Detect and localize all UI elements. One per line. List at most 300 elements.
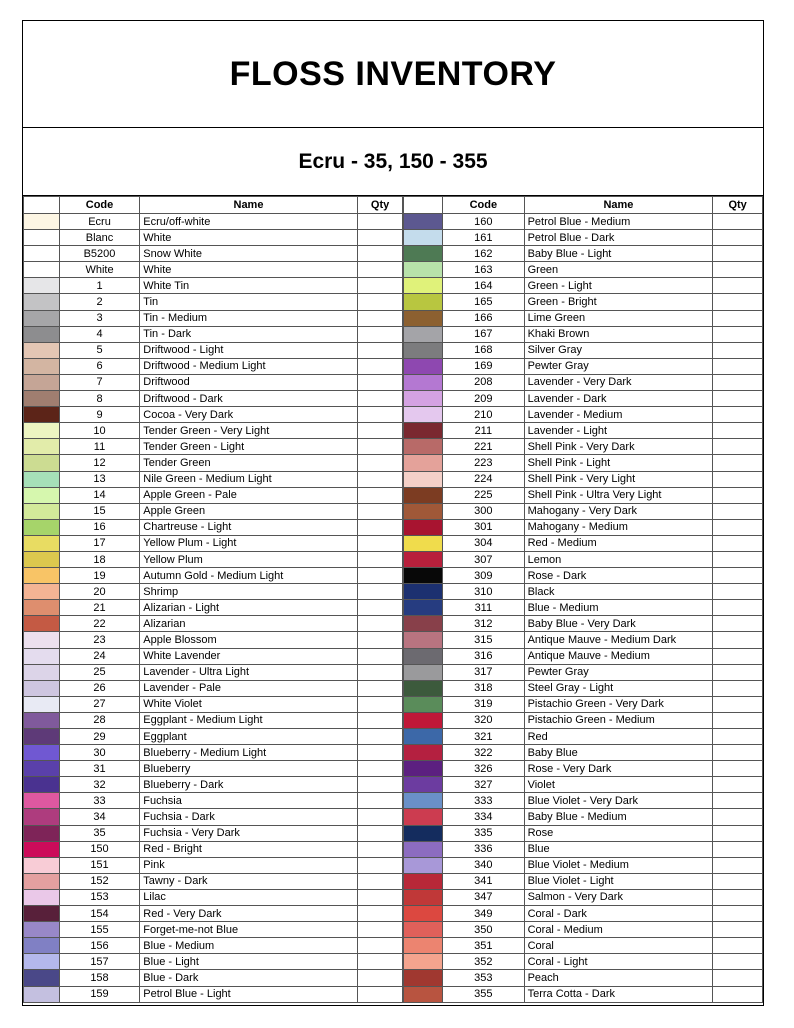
qty-cell[interactable]	[713, 584, 763, 600]
color-swatch	[24, 568, 60, 584]
floss-name: Apple Blossom	[140, 632, 357, 648]
floss-name: Shell Pink - Very Light	[524, 471, 713, 487]
qty-cell[interactable]	[713, 407, 763, 423]
floss-row	[404, 712, 763, 728]
qty-cell[interactable]	[357, 873, 403, 889]
floss-name: Pistachio Green - Medium	[524, 712, 713, 728]
qty-cell[interactable]	[357, 906, 403, 922]
qty-cell[interactable]	[713, 551, 763, 567]
inventory-table-right	[403, 196, 763, 1003]
color-swatch	[404, 793, 443, 809]
qty-cell[interactable]	[357, 246, 403, 262]
color-swatch	[404, 616, 443, 632]
qty-cell[interactable]	[713, 310, 763, 326]
qty-cell[interactable]	[357, 535, 403, 551]
qty-cell[interactable]	[713, 857, 763, 873]
qty-cell[interactable]	[713, 825, 763, 841]
color-swatch	[24, 358, 60, 374]
floss-code: 22	[59, 616, 140, 632]
floss-code: 327	[443, 777, 525, 793]
floss-code: 319	[443, 696, 525, 712]
qty-cell[interactable]	[713, 761, 763, 777]
floss-name: Rose	[524, 825, 713, 841]
floss-name: Mahogany - Very Dark	[524, 503, 713, 519]
floss-row	[24, 793, 403, 809]
color-swatch	[24, 535, 60, 551]
floss-row	[404, 262, 763, 278]
floss-row	[404, 873, 763, 889]
qty-cell[interactable]	[713, 471, 763, 487]
qty-cell[interactable]	[713, 648, 763, 664]
qty-cell[interactable]	[357, 970, 403, 986]
floss-name: Red - Bright	[140, 841, 357, 857]
color-swatch	[24, 551, 60, 567]
floss-code: 347	[443, 889, 525, 905]
qty-cell[interactable]	[357, 551, 403, 567]
floss-code: 163	[443, 262, 525, 278]
floss-name: Black	[524, 584, 713, 600]
qty-cell[interactable]	[357, 439, 403, 455]
qty-cell[interactable]	[713, 519, 763, 535]
qty-cell[interactable]	[713, 745, 763, 761]
qty-cell[interactable]	[713, 793, 763, 809]
floss-row	[404, 793, 763, 809]
floss-row	[24, 439, 403, 455]
qty-cell[interactable]	[357, 777, 403, 793]
floss-row	[24, 407, 403, 423]
floss-code: 221	[443, 439, 525, 455]
floss-name: Driftwood - Medium Light	[140, 358, 357, 374]
floss-code: 162	[443, 246, 525, 262]
qty-cell[interactable]	[357, 326, 403, 342]
color-swatch	[24, 793, 60, 809]
color-swatch	[24, 889, 60, 905]
floss-row	[404, 503, 763, 519]
floss-name: Shell Pink - Very Dark	[524, 439, 713, 455]
color-swatch	[24, 391, 60, 407]
floss-row	[404, 423, 763, 439]
name-header: Name	[524, 197, 713, 214]
floss-row	[24, 246, 403, 262]
floss-code: 349	[443, 906, 525, 922]
floss-name: Yellow Plum - Light	[140, 535, 357, 551]
qty-cell[interactable]	[713, 889, 763, 905]
color-swatch	[24, 310, 60, 326]
floss-row	[404, 729, 763, 745]
floss-code: 8	[59, 391, 140, 407]
color-swatch	[404, 680, 443, 696]
color-swatch	[24, 986, 60, 1002]
floss-code: 151	[59, 857, 140, 873]
qty-cell[interactable]	[713, 841, 763, 857]
qty-cell[interactable]	[357, 889, 403, 905]
color-swatch	[404, 487, 443, 503]
qty-cell[interactable]	[357, 825, 403, 841]
qty-cell[interactable]	[713, 230, 763, 246]
floss-code: 19	[59, 568, 140, 584]
floss-code: 208	[443, 374, 525, 390]
qty-cell[interactable]	[713, 278, 763, 294]
qty-cell[interactable]	[357, 391, 403, 407]
floss-row	[404, 696, 763, 712]
qty-cell[interactable]	[357, 278, 403, 294]
floss-name: Rose - Dark	[524, 568, 713, 584]
qty-cell[interactable]	[357, 423, 403, 439]
floss-code: 27	[59, 696, 140, 712]
color-swatch	[404, 374, 443, 390]
qty-cell[interactable]	[357, 230, 403, 246]
qty-cell[interactable]	[713, 294, 763, 310]
qty-cell[interactable]	[713, 600, 763, 616]
qty-cell[interactable]	[357, 954, 403, 970]
floss-name: White Lavender	[140, 648, 357, 664]
floss-name: Pewter Gray	[524, 358, 713, 374]
qty-cell[interactable]	[357, 487, 403, 503]
floss-row	[24, 761, 403, 777]
code-header: Code	[443, 197, 525, 214]
floss-name: Pink	[140, 857, 357, 873]
floss-row	[404, 889, 763, 905]
floss-row	[24, 374, 403, 390]
color-swatch	[404, 294, 443, 310]
qty-cell[interactable]	[713, 680, 763, 696]
color-swatch	[24, 246, 60, 262]
qty-cell[interactable]	[713, 616, 763, 632]
floss-code: 225	[443, 487, 525, 503]
qty-cell[interactable]	[357, 374, 403, 390]
floss-name: Blue - Medium	[140, 938, 357, 954]
color-swatch	[24, 374, 60, 390]
floss-name: Shell Pink - Ultra Very Light	[524, 487, 713, 503]
floss-code: 335	[443, 825, 525, 841]
qty-cell[interactable]	[713, 906, 763, 922]
floss-row	[404, 664, 763, 680]
floss-code: 166	[443, 310, 525, 326]
floss-code: 33	[59, 793, 140, 809]
floss-code: 210	[443, 407, 525, 423]
floss-name: Red - Very Dark	[140, 906, 357, 922]
color-swatch	[404, 712, 443, 728]
color-swatch	[24, 825, 60, 841]
color-swatch	[24, 745, 60, 761]
color-swatch	[404, 278, 443, 294]
qty-cell[interactable]	[713, 954, 763, 970]
floss-name: Green - Light	[524, 278, 713, 294]
floss-row	[24, 648, 403, 664]
color-swatch	[24, 712, 60, 728]
qty-cell[interactable]	[357, 358, 403, 374]
color-swatch	[404, 455, 443, 471]
header-row	[404, 197, 763, 214]
color-swatch	[24, 294, 60, 310]
qty-cell[interactable]	[357, 712, 403, 728]
floss-code: 24	[59, 648, 140, 664]
color-swatch	[24, 680, 60, 696]
qty-cell[interactable]	[713, 503, 763, 519]
subtitle-banner	[23, 128, 763, 196]
floss-name: Autumn Gold - Medium Light	[140, 568, 357, 584]
floss-name: Blue - Dark	[140, 970, 357, 986]
floss-name: Lavender - Very Dark	[524, 374, 713, 390]
floss-code: 12	[59, 455, 140, 471]
color-swatch	[24, 439, 60, 455]
floss-code: 336	[443, 841, 525, 857]
floss-row	[404, 326, 763, 342]
floss-code: 32	[59, 777, 140, 793]
floss-code: 31	[59, 761, 140, 777]
floss-row	[404, 551, 763, 567]
qty-cell[interactable]	[357, 407, 403, 423]
floss-code: 153	[59, 889, 140, 905]
qty-cell[interactable]	[713, 374, 763, 390]
floss-name: Baby Blue - Light	[524, 246, 713, 262]
floss-code: 340	[443, 857, 525, 873]
color-swatch	[24, 632, 60, 648]
floss-code: 7	[59, 374, 140, 390]
floss-row	[24, 889, 403, 905]
floss-name: Baby Blue	[524, 745, 713, 761]
floss-name: White	[140, 262, 357, 278]
floss-code: 2	[59, 294, 140, 310]
color-swatch	[24, 729, 60, 745]
floss-name: Lilac	[140, 889, 357, 905]
floss-code: 29	[59, 729, 140, 745]
color-swatch	[404, 648, 443, 664]
qty-cell[interactable]	[713, 246, 763, 262]
floss-row	[404, 407, 763, 423]
floss-row	[404, 680, 763, 696]
floss-row	[24, 906, 403, 922]
qty-cell[interactable]	[357, 664, 403, 680]
floss-row	[24, 664, 403, 680]
color-swatch	[404, 439, 443, 455]
qty-cell[interactable]	[713, 423, 763, 439]
floss-row	[24, 825, 403, 841]
floss-row	[24, 326, 403, 342]
qty-cell[interactable]	[713, 391, 763, 407]
floss-code: 224	[443, 471, 525, 487]
floss-row	[404, 761, 763, 777]
color-swatch	[24, 938, 60, 954]
floss-code: 223	[443, 455, 525, 471]
floss-row	[404, 568, 763, 584]
qty-cell[interactable]	[713, 568, 763, 584]
color-swatch	[404, 471, 443, 487]
floss-name: Red - Medium	[524, 535, 713, 551]
floss-name: Tender Green - Light	[140, 439, 357, 455]
qty-cell[interactable]	[357, 680, 403, 696]
qty-cell[interactable]	[357, 648, 403, 664]
qty-cell[interactable]	[713, 873, 763, 889]
floss-code: 5	[59, 342, 140, 358]
qty-cell[interactable]	[357, 294, 403, 310]
floss-name: Peach	[524, 970, 713, 986]
color-swatch	[404, 825, 443, 841]
color-swatch	[404, 857, 443, 873]
floss-code: 301	[443, 519, 525, 535]
floss-code: 18	[59, 551, 140, 567]
floss-name: Snow White	[140, 246, 357, 262]
floss-name: Red	[524, 729, 713, 745]
floss-code: 156	[59, 938, 140, 954]
code-header: Code	[59, 197, 140, 214]
qty-cell[interactable]	[713, 358, 763, 374]
floss-row	[404, 922, 763, 938]
color-swatch	[404, 761, 443, 777]
floss-row	[24, 519, 403, 535]
qty-cell[interactable]	[713, 262, 763, 278]
floss-code: 3	[59, 310, 140, 326]
qty-cell[interactable]	[357, 841, 403, 857]
qty-cell[interactable]	[357, 857, 403, 873]
floss-code: Blanc	[59, 230, 140, 246]
floss-name: Fuchsia	[140, 793, 357, 809]
qty-cell[interactable]	[713, 777, 763, 793]
floss-row	[404, 294, 763, 310]
qty-cell[interactable]	[357, 503, 403, 519]
floss-row	[404, 519, 763, 535]
floss-code: 300	[443, 503, 525, 519]
qty-cell[interactable]	[357, 568, 403, 584]
qty-cell[interactable]	[713, 214, 763, 230]
floss-row	[24, 535, 403, 551]
color-swatch	[404, 954, 443, 970]
floss-name: Antique Mauve - Medium Dark	[524, 632, 713, 648]
qty-cell[interactable]	[357, 519, 403, 535]
floss-code: 355	[443, 986, 525, 1002]
qty-cell[interactable]	[357, 214, 403, 230]
floss-row	[24, 568, 403, 584]
floss-name: Lime Green	[524, 310, 713, 326]
qty-cell[interactable]	[713, 439, 763, 455]
floss-code: 154	[59, 906, 140, 922]
qty-cell[interactable]	[713, 970, 763, 986]
qty-cell[interactable]	[713, 632, 763, 648]
floss-row	[404, 745, 763, 761]
floss-row	[24, 503, 403, 519]
floss-name: Coral - Dark	[524, 906, 713, 922]
floss-code: 35	[59, 825, 140, 841]
qty-cell[interactable]	[713, 455, 763, 471]
qty-cell[interactable]	[357, 793, 403, 809]
qty-cell[interactable]	[713, 342, 763, 358]
page-title: FLOSS INVENTORY	[229, 54, 557, 93]
qty-header: Qty	[713, 197, 763, 214]
floss-row	[24, 487, 403, 503]
qty-cell[interactable]	[357, 342, 403, 358]
floss-name: Driftwood	[140, 374, 357, 390]
floss-name: Green - Bright	[524, 294, 713, 310]
qty-cell[interactable]	[357, 471, 403, 487]
qty-cell[interactable]	[713, 986, 763, 1002]
floss-name: Petrol Blue - Medium	[524, 214, 713, 230]
qty-cell[interactable]	[357, 262, 403, 278]
qty-cell[interactable]	[357, 455, 403, 471]
floss-name: Tender Green	[140, 455, 357, 471]
qty-cell[interactable]	[357, 986, 403, 1002]
floss-code: 167	[443, 326, 525, 342]
floss-row	[404, 374, 763, 390]
qty-cell[interactable]	[357, 809, 403, 825]
floss-name: Mahogany - Medium	[524, 519, 713, 535]
color-swatch	[24, 407, 60, 423]
qty-cell[interactable]	[357, 632, 403, 648]
color-swatch	[24, 262, 60, 278]
color-swatch	[24, 519, 60, 535]
qty-cell[interactable]	[713, 326, 763, 342]
floss-name: Baby Blue - Medium	[524, 809, 713, 825]
floss-row	[24, 423, 403, 439]
floss-code: 157	[59, 954, 140, 970]
floss-code: 17	[59, 535, 140, 551]
color-swatch	[24, 455, 60, 471]
floss-row	[24, 922, 403, 938]
color-swatch	[404, 889, 443, 905]
qty-cell[interactable]	[357, 600, 403, 616]
qty-cell[interactable]	[357, 761, 403, 777]
color-swatch	[404, 503, 443, 519]
qty-cell[interactable]	[713, 664, 763, 680]
floss-name: Green	[524, 262, 713, 278]
qty-cell[interactable]	[713, 696, 763, 712]
floss-name: Ecru/off-white	[140, 214, 357, 230]
color-swatch	[24, 761, 60, 777]
qty-cell[interactable]	[713, 938, 763, 954]
floss-name: Coral - Medium	[524, 922, 713, 938]
floss-name: Nile Green - Medium Light	[140, 471, 357, 487]
qty-cell[interactable]	[713, 809, 763, 825]
floss-row	[404, 616, 763, 632]
color-swatch	[24, 648, 60, 664]
floss-name: Shell Pink - Light	[524, 455, 713, 471]
qty-cell[interactable]	[357, 938, 403, 954]
floss-code: 304	[443, 535, 525, 551]
floss-row	[404, 648, 763, 664]
qty-cell[interactable]	[357, 922, 403, 938]
floss-row	[24, 841, 403, 857]
color-swatch	[24, 873, 60, 889]
qty-cell[interactable]	[357, 310, 403, 326]
qty-cell[interactable]	[357, 745, 403, 761]
floss-name: White	[140, 230, 357, 246]
floss-code: 168	[443, 342, 525, 358]
qty-cell[interactable]	[357, 696, 403, 712]
qty-cell[interactable]	[713, 535, 763, 551]
floss-name: Eggplant - Medium Light	[140, 712, 357, 728]
floss-code: 14	[59, 487, 140, 503]
qty-cell[interactable]	[357, 584, 403, 600]
color-swatch	[404, 729, 443, 745]
qty-cell[interactable]	[713, 487, 763, 503]
floss-code: 11	[59, 439, 140, 455]
qty-cell[interactable]	[357, 729, 403, 745]
color-swatch	[24, 278, 60, 294]
floss-row	[404, 632, 763, 648]
qty-cell[interactable]	[713, 729, 763, 745]
floss-code: 21	[59, 600, 140, 616]
qty-cell[interactable]	[713, 712, 763, 728]
floss-name: Blue - Medium	[524, 600, 713, 616]
color-swatch	[404, 519, 443, 535]
inventory-sheet	[22, 20, 764, 1006]
color-swatch	[24, 970, 60, 986]
color-swatch	[404, 632, 443, 648]
qty-cell[interactable]	[357, 616, 403, 632]
floss-name: Khaki Brown	[524, 326, 713, 342]
color-swatch	[404, 696, 443, 712]
qty-cell[interactable]	[713, 922, 763, 938]
color-swatch	[404, 922, 443, 938]
